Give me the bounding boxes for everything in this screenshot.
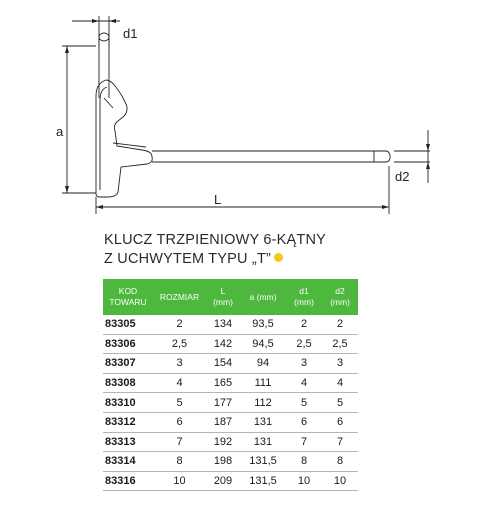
- table-row: [103, 471, 358, 491]
- table-row: [103, 412, 358, 432]
- header-text: ROZMIAR: [159, 291, 200, 302]
- l-arrow-left: [96, 205, 103, 209]
- d1-label: d1: [123, 26, 138, 41]
- cell-code: 83307: [103, 354, 153, 374]
- col-header-d2: [322, 279, 358, 315]
- cell-d1: 2: [286, 315, 322, 334]
- cell-a: 131,5: [240, 452, 286, 472]
- table-row: [103, 393, 358, 413]
- cell-size: 10: [153, 471, 206, 491]
- product-title-line2-wrap: [104, 251, 283, 267]
- table-row: [103, 452, 358, 472]
- product-table: [103, 279, 358, 491]
- l-label: L: [214, 192, 222, 207]
- cell-size: 6: [153, 412, 206, 432]
- cell-size: 7: [153, 432, 206, 452]
- a-label: a: [56, 124, 64, 139]
- d1-arrow-left: [92, 19, 99, 23]
- cell-d1: 10: [286, 471, 322, 491]
- cell-a: 94: [240, 354, 286, 374]
- cell-d2: 5: [322, 393, 358, 413]
- cell-length: 165: [206, 373, 240, 393]
- cell-a: 112: [240, 393, 286, 413]
- cell-length: 187: [206, 412, 240, 432]
- col-header-d1: [286, 279, 322, 315]
- table-header-row: [103, 279, 358, 315]
- cell-code: 83308: [103, 373, 153, 393]
- t-handle-inner-line: [100, 87, 146, 190]
- header-text: KOD: [118, 286, 138, 296]
- header-text: d2: [335, 286, 345, 296]
- col-header-size: [153, 279, 206, 315]
- table-row: [103, 373, 358, 393]
- header-text: L: [220, 286, 226, 296]
- cell-length: 142: [206, 334, 240, 354]
- l-arrow-right: [382, 205, 389, 209]
- yellow-dot-icon: [274, 253, 283, 262]
- d2-label: d2: [395, 169, 410, 184]
- cell-size: 4: [153, 373, 206, 393]
- cell-length: 192: [206, 432, 240, 452]
- cell-length: 154: [206, 354, 240, 374]
- cell-code: 83312: [103, 412, 153, 432]
- t-handle-outline: [96, 80, 152, 197]
- header-text: a (mm): [249, 291, 277, 302]
- header-text: (mm): [294, 297, 314, 307]
- header-text: TOWARU: [109, 297, 147, 307]
- cell-a: 131: [240, 432, 286, 452]
- cell-a: 111: [240, 373, 286, 393]
- cell-length: 134: [206, 315, 240, 334]
- cell-d2: 10: [322, 471, 358, 491]
- a-arrow-bottom: [65, 186, 69, 193]
- cell-a: 94,5: [240, 334, 286, 354]
- cell-d1: 7: [286, 432, 322, 452]
- cell-d1: 5: [286, 393, 322, 413]
- d1-arrow-right: [109, 19, 116, 23]
- cell-d2: 2,5: [322, 334, 358, 354]
- cell-size: 8: [153, 452, 206, 472]
- header-text: d1: [299, 286, 309, 296]
- cell-size: 3: [153, 354, 206, 374]
- cell-size: 5: [153, 393, 206, 413]
- cell-length: 177: [206, 393, 240, 413]
- cell-size: 2,5: [153, 334, 206, 354]
- table-body: [103, 315, 358, 491]
- cell-d1: 6: [286, 412, 322, 432]
- cell-d2: 4: [322, 373, 358, 393]
- col-header-code: [103, 279, 153, 315]
- cell-code: 83316: [103, 471, 153, 491]
- header-text: (mm): [330, 297, 350, 307]
- cell-code: 83305: [103, 315, 153, 334]
- cell-d1: 2,5: [286, 334, 322, 354]
- horizontal-shaft: [152, 151, 374, 162]
- cell-d1: 4: [286, 373, 322, 393]
- product-title-line1: KLUCZ TRZPIENIOWY 6-KĄTNY: [104, 232, 326, 248]
- cell-a: 131: [240, 412, 286, 432]
- cell-size: 2: [153, 315, 206, 334]
- shaft-top-end: [99, 33, 109, 41]
- table-row: [103, 432, 358, 452]
- table-row: [103, 315, 358, 334]
- cell-code: 83314: [103, 452, 153, 472]
- cell-length: 209: [206, 471, 240, 491]
- shaft-hex-tip: [374, 151, 390, 162]
- cell-code: 83306: [103, 334, 153, 354]
- d2-arrow-bottom: [426, 162, 430, 169]
- a-arrow-top: [65, 46, 69, 53]
- col-header-length: [206, 279, 240, 315]
- cell-d1: 8: [286, 452, 322, 472]
- d2-arrow-top: [426, 144, 430, 151]
- cell-length: 198: [206, 452, 240, 472]
- cell-a: 93,5: [240, 315, 286, 334]
- cell-d2: 8: [322, 452, 358, 472]
- header-text: (mm): [213, 297, 233, 307]
- product-title-line2: Z UCHWYTEM TYPU „T”: [104, 251, 272, 267]
- cell-d2: 6: [322, 412, 358, 432]
- cell-d1: 3: [286, 354, 322, 374]
- cell-d2: 2: [322, 315, 358, 334]
- cell-d2: 3: [322, 354, 358, 374]
- tool-technical-drawing: [0, 0, 484, 225]
- cell-a: 131,5: [240, 471, 286, 491]
- table-row: [103, 334, 358, 354]
- table-row: [103, 354, 358, 374]
- cell-d2: 7: [322, 432, 358, 452]
- cell-code: 83310: [103, 393, 153, 413]
- cell-code: 83313: [103, 432, 153, 452]
- col-header-a: [240, 279, 286, 315]
